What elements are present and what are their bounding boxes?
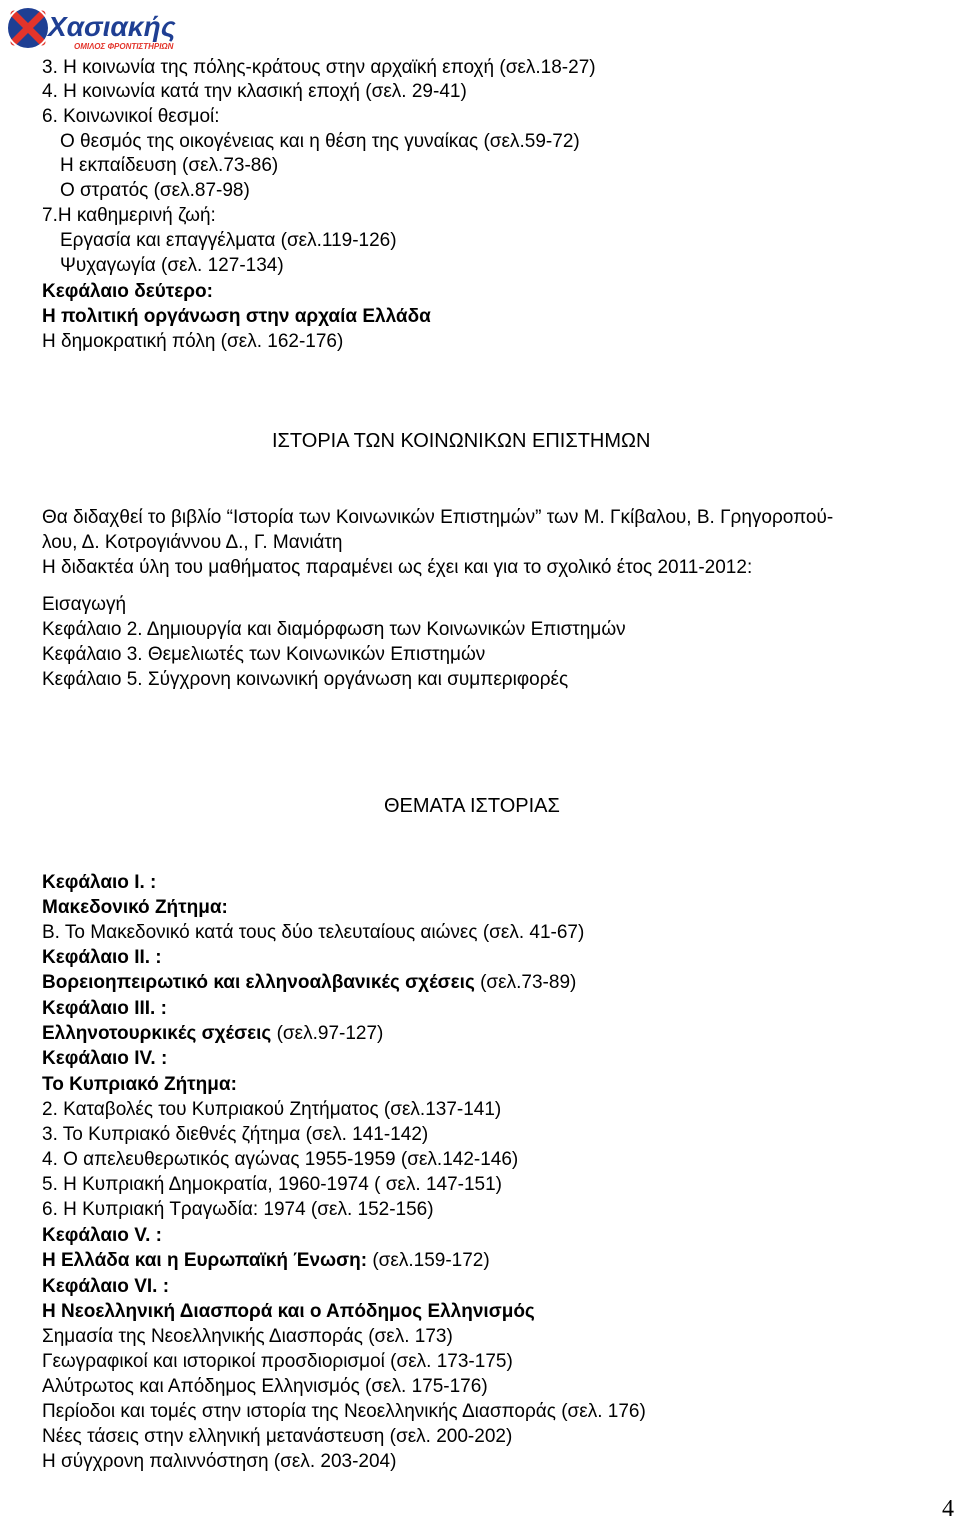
list-item: Κεφάλαιο ΙΙ. : — [42, 947, 162, 968]
list-item: 5. Η Κυπριακή Δημοκρατία, 1960-1974 ( σελ. 147-151) — [42, 1174, 502, 1195]
list-item: 3. Η κοινωνία της πόλης-κράτους στην αρχαϊκή εποχή (σελ.18-27) — [42, 57, 596, 78]
logo-subtitle-text: ΟΜΙΛΟΣ ΦΡΟΝΤΙΣΤΗΡΙΩΝ — [74, 42, 174, 51]
list-item: Ο στρατός (σελ.87-98) — [60, 180, 250, 201]
list-item: Κεφάλαιο ΙΙΙ. : — [42, 998, 167, 1019]
list-item: Γεωγραφικοί και ιστορικοί προσδιορισμοί (σελ. 173-175) — [42, 1351, 513, 1372]
list-item: Κεφάλαιο V. : — [42, 1225, 163, 1246]
list-item: Ελληνοτουρκικές σχέσεις (σελ.97-127) — [42, 1023, 384, 1044]
list-item: Κεφάλαιο Ι. : — [42, 872, 157, 893]
list-item: Ο θεσμός της οικογένειας και η θέση της γυναίκας (σελ.59-72) — [60, 131, 580, 152]
list-item: Η Ελλάδα και η Ευρωπαϊκή Ένωση: (σελ.159-172) — [42, 1250, 490, 1271]
list-item: Το Κυπριακό Ζήτημα: — [42, 1074, 237, 1095]
list-item: Σημασία της Νεοελληνικής Διασποράς (σελ. 173) — [42, 1326, 453, 1347]
chapter-heading: Κεφάλαιο δεύτερο: — [42, 281, 213, 302]
list-item: Ψυχαγωγία (σελ. 127-134) — [60, 255, 284, 276]
paragraph-line: λου, Δ. Κοτρογιάννου Δ., Γ. Μανιάτη — [42, 532, 343, 553]
list-item: Η δημοκρατική πόλη (σελ. 162-176) — [42, 331, 344, 352]
section-title: ΙΣΤΟΡΙΑ ΤΩΝ ΚΟΙΝΩΝΙΚΩΝ ΕΠΙΣΤΗΜΩΝ — [272, 430, 651, 452]
chapter-subheading: Η πολιτική οργάνωση στην αρχαία Ελλάδα — [42, 306, 431, 327]
list-item: Β. Το Μακεδονικό κατά τους δύο τελευταίους αιώνες (σελ. 41-67) — [42, 922, 585, 943]
section-title: ΘΕΜΑΤΑ ΙΣΤΟΡΙΑΣ — [384, 795, 560, 817]
list-item: Βορειοηπειρωτικό και ελληνοαλβανικές σχέσεις (σελ.73-89) — [42, 972, 577, 993]
paragraph-line: Θα διδαχθεί το βιβλίο “Ιστορία των Κοινωνικών Επιστημών” των Μ. Γκίβαλου, Β. Γρηγοροπού- — [42, 507, 834, 528]
brand-logo — [4, 2, 209, 54]
list-item: 7.Η καθημερινή ζωή: — [42, 205, 216, 226]
list-item: 4. Ο απελευθερωτικός αγώνας 1955-1959 (σελ.142-146) — [42, 1149, 519, 1170]
list-item: 4. Η κοινωνία κατά την κλασική εποχή (σελ. 29-41) — [42, 81, 467, 102]
list-item: Περίοδοι και τομές στην ιστορία της Νεοελληνικής Διασποράς (σελ. 176) — [42, 1401, 646, 1422]
logo-brand-text: Χασιακής — [48, 11, 176, 42]
list-item: Η Νεοελληνική Διασπορά και ο Απόδημος Ελληνισμός — [42, 1301, 535, 1322]
paragraph-line: Η διδακτέα ύλη του μαθήματος παραμένει ως έχει και για το σχολικό έτος 2011-2012: — [42, 557, 753, 578]
list-item: Κεφάλαιο VI. : — [42, 1276, 170, 1297]
list-item: Κεφάλαιο 3. Θεμελιωτές των Κοινωνικών Επιστημών — [42, 644, 486, 665]
list-item: Εισαγωγή — [42, 594, 127, 615]
list-item: Κεφάλαιο ΙV. : — [42, 1048, 168, 1069]
list-item: Η σύγχρονη παλιννόστηση (σελ. 203-204) — [42, 1451, 397, 1472]
list-item: Κεφάλαιο 2. Δημιουργία και διαμόρφωση των Κοινωνικών Επιστημών — [42, 619, 626, 640]
list-item: Αλύτρωτος και Απόδημος Ελληνισμός (σελ. 175-176) — [42, 1376, 488, 1397]
list-item: Εργασία και επαγγέλματα (σελ.119-126) — [60, 230, 397, 251]
list-item: Νέες τάσεις στην ελληνική μετανάστευση (σελ. 200-202) — [42, 1426, 513, 1447]
list-item: Κεφάλαιο 5. Σύγχρονη κοινωνική οργάνωση και συμπεριφορές — [42, 669, 569, 690]
page-number: 4 — [942, 1496, 954, 1522]
list-item: 2. Καταβολές του Κυπριακού Ζητήματος (σελ.137-141) — [42, 1099, 502, 1120]
list-item: 3. Το Κυπριακό διεθνές ζήτημα (σελ. 141-142) — [42, 1124, 429, 1145]
list-item: Η εκπαίδευση (σελ.73-86) — [60, 155, 279, 176]
list-item: Μακεδονικό Ζήτημα: — [42, 897, 228, 918]
list-item: 6. Η Κυπριακή Τραγωδία: 1974 (σελ. 152-156) — [42, 1199, 434, 1220]
list-item: 6. Κοινωνικοί θεσμοί: — [42, 106, 220, 127]
